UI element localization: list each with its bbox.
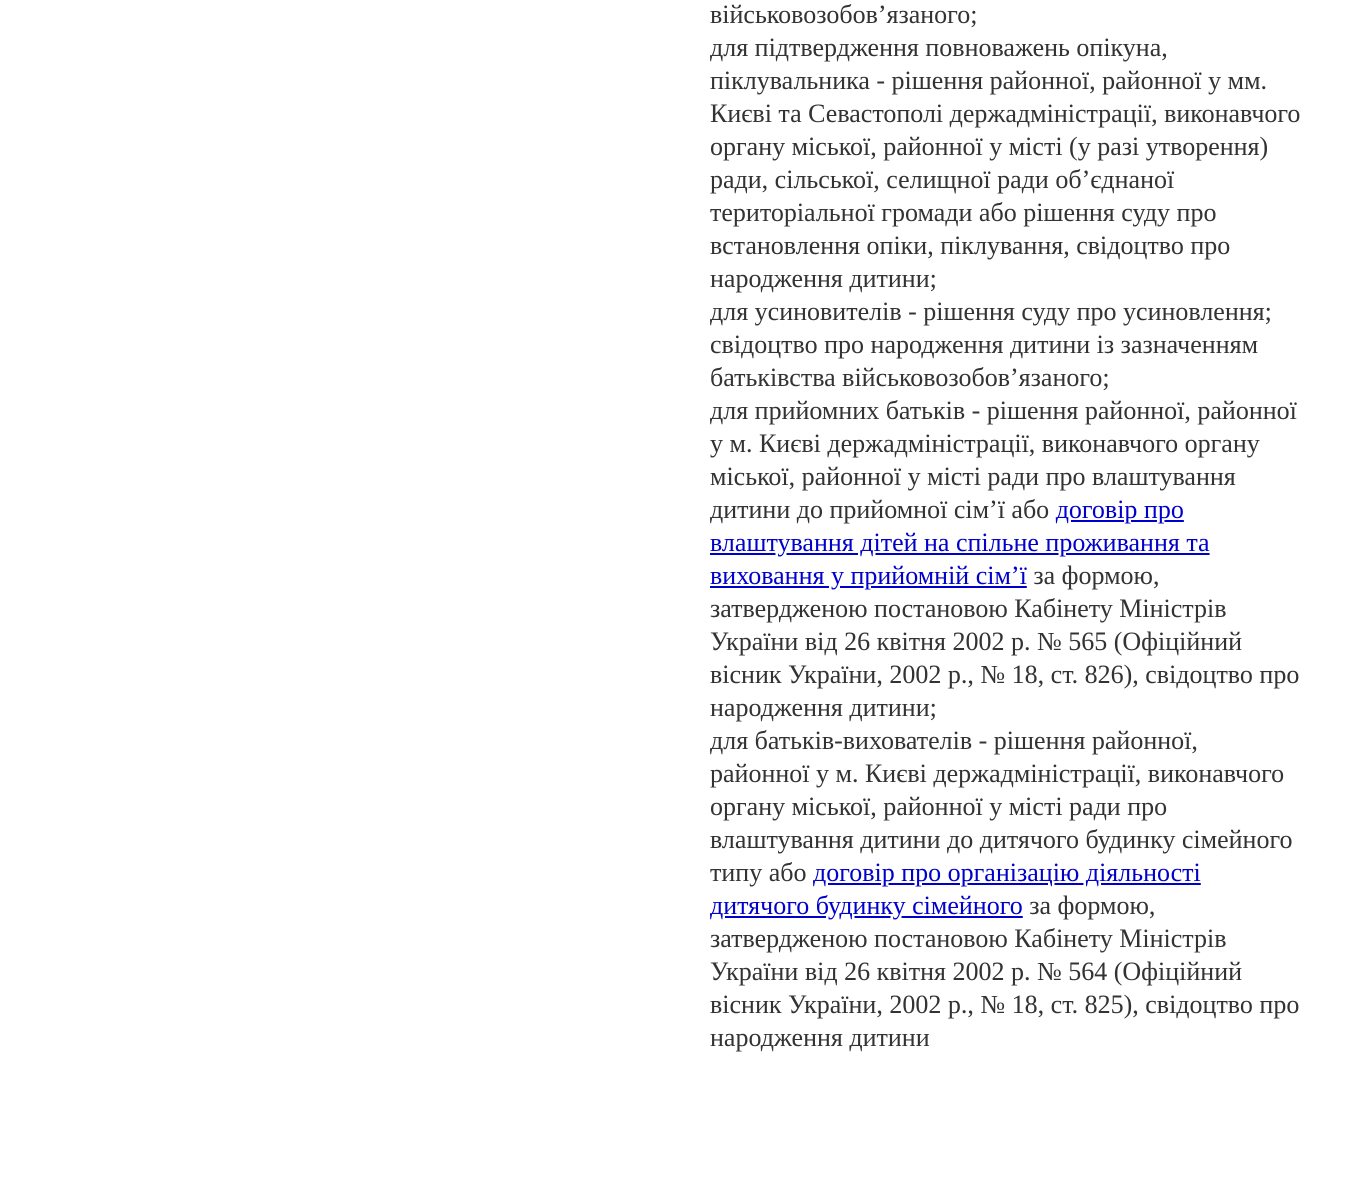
paragraph-text: для батьків-вихователів - рішення районної, районної у м. Києві держадміністрації, виконавчого органу міської, районної у місті ради про влаштування дитини до дитячого будинку сімейного типу або: [710, 726, 1293, 887]
foster-family-agreement-link[interactable]: договір про влаштування дітей на спільне проживання та виховання у прийомній сім’ї: [710, 495, 1210, 590]
paragraph-conscript-continuation: [710, 0, 1302, 31]
paragraph-text: для прийомних батьків - рішення районної, районної у м. Києві держадміністрації, виконавчого органу міської, районної у місті ради про влаштування дитини до прийомної сім’ї або: [710, 396, 1297, 524]
paragraph-text: військовозобов’язаного;: [710, 0, 978, 29]
paragraph-text: за формою, затвердженою постановою Кабінету Міністрів України від 26 квітня 2002 р. № 565 (Офіційний вісник України, 2002 р., № 18, ст. 826), свідоцтво про народження дитини;: [710, 561, 1300, 722]
paragraph-foster-parents: [710, 394, 1302, 724]
paragraph-parent-educators: [710, 724, 1302, 1054]
document-text-column: [710, 0, 1302, 1054]
paragraph-text: для усиновителів - рішення суду про усиновлення; свідоцтво про народження дитини із зазначенням батьківства військовозобов’язаного;: [710, 297, 1272, 392]
paragraph-adoptive-parents: [710, 295, 1302, 394]
paragraph-guardian: [710, 31, 1302, 295]
family-type-home-agreement-link[interactable]: договір про організацію діяльності дитячого будинку сімейного: [710, 858, 1201, 920]
paragraph-text: для підтвердження повноважень опікуна, піклувальника - рішення районної, районної у мм. Києві та Севастополі держадміністрації, виконавчого органу міської, районної у місті (у разі утворення) ради, сільської, селищної ради об’єднаної територіальної громади або рішення суду про встановлення опіки, піклування, свідоцтво про народження дитини;: [710, 33, 1301, 293]
paragraph-text: за формою, затвердженою постановою Кабінету Міністрів України від 26 квітня 2002 р. № 564 (Офіційний вісник України, 2002 р., № 18, ст. 825), свідоцтво про народження дитини: [710, 891, 1300, 1052]
